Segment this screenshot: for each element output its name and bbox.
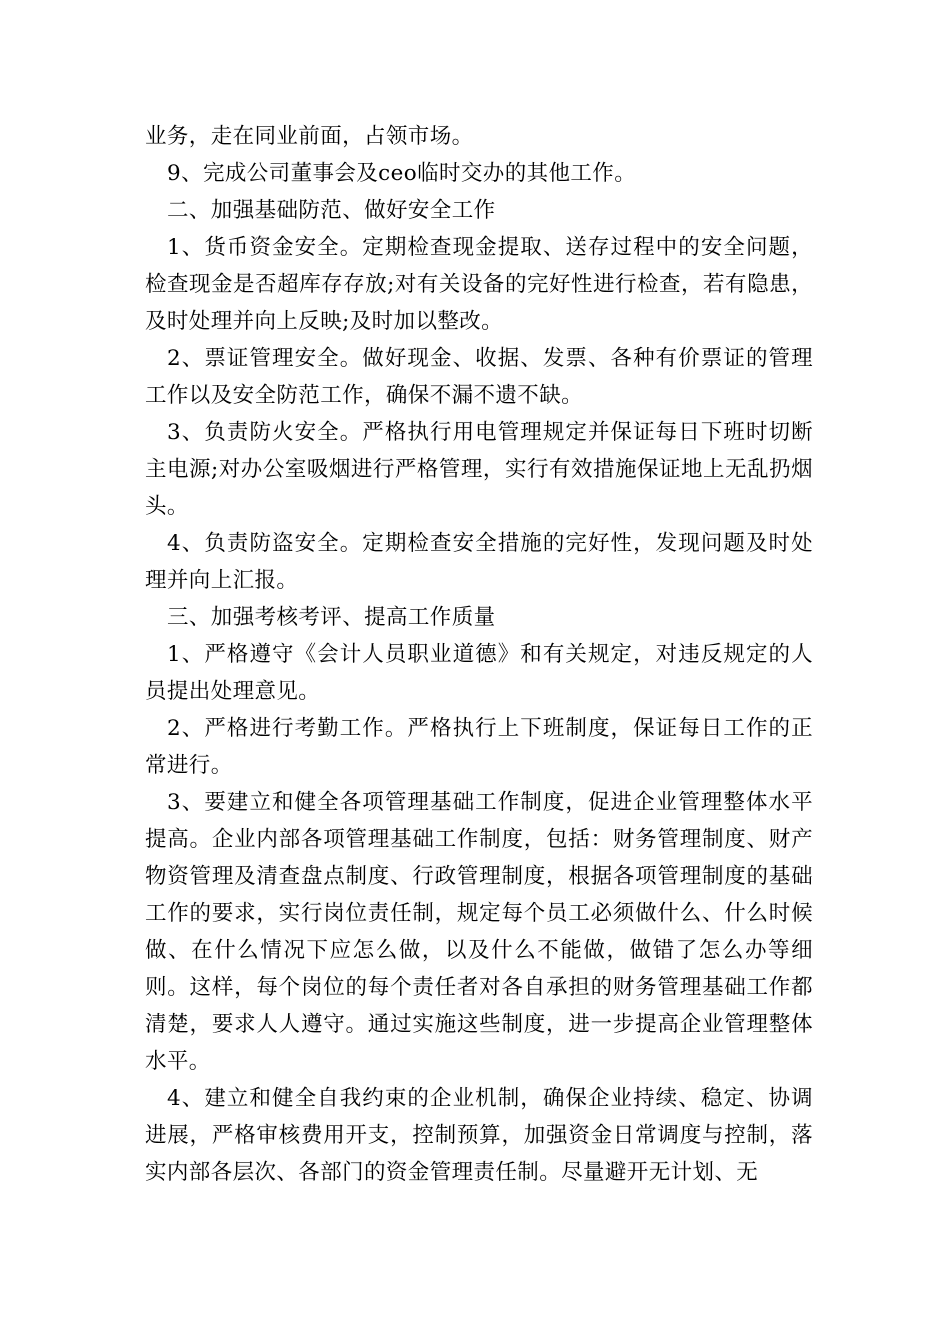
document-body <box>145 118 813 1191</box>
list-item-self-discipline: 4、建立和健全自我约束的企业机制，确保企业持续、稳定、协调进展，严格审核费用开支，控制预算，加强资金日常调度与控制，落实内部各层次、各部门的资金管理责任制。尽量避开无计划、无 <box>145 1086 813 1185</box>
section-heading-3: 三、加强考核考评、提高工作质量 <box>167 605 496 630</box>
paragraph-continuation: 业务，走在同业前面，占领市场。 <box>145 124 474 149</box>
list-item-voucher-safety: 2、票证管理安全。做好现金、收据、发票、各种有价票证的管理工作以及安全防范工作，确保不漏不遗不缺。 <box>145 346 813 408</box>
section-heading-2: 二、加强基础防范、做好安全工作 <box>167 198 496 223</box>
list-item-9: 9、完成公司董事会及ceo临时交办的其他工作。 <box>167 161 637 186</box>
list-item-management-system: 3、要建立和健全各项管理基础工作制度，促进企业管理整体水平提高。企业内部各项管理基础工作制度，包括：财务管理制度、财产物资管理及清查盘点制度、行政管理制度，根据各项管理制度的基础工作的要求，实行岗位责任制，规定每个员工必须做什么、什么时候做、在什么情况下应怎么做，以及什么不能做，做错了怎么办等细则。这样，每个岗位的每个责任者对各自承担的财务管理基础工作都清楚，要求人人遵守。通过实施这些制度，进一步提高企业管理整体水平。 <box>145 790 813 1074</box>
list-item-attendance: 2、严格进行考勤工作。严格执行上下班制度，保证每日工作的正常进行。 <box>145 716 813 778</box>
list-item-ethics: 1、严格遵守《会计人员职业道德》和有关规定，对违反规定的人员提出处理意见。 <box>145 642 813 704</box>
list-item-currency-safety: 1、货币资金安全。定期检查现金提取、送存过程中的安全问题，检查现金是否超库存存放;对有关设备的完好性进行检查，若有隐患，及时处理并向上反映;及时加以整改。 <box>145 235 813 334</box>
list-item-theft-safety: 4、负责防盗安全。定期检查安全措施的完好性，发现问题及时处理并向上汇报。 <box>145 531 813 593</box>
list-item-fire-safety: 3、负责防火安全。严格执行用电管理规定并保证每日下班时切断主电源;对办公室吸烟进行严格管理，实行有效措施保证地上无乱扔烟头。 <box>145 420 813 519</box>
